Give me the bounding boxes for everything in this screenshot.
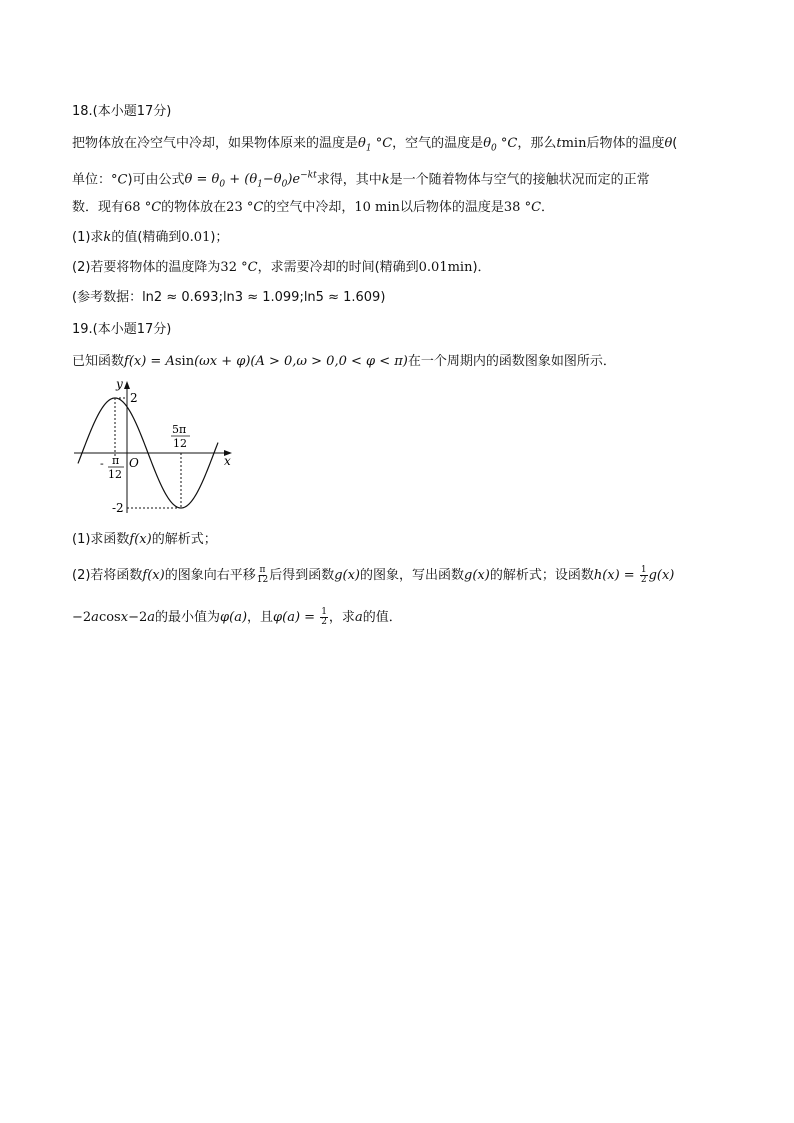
q19-part-1: (1)求函数f(x)的解析式； xyxy=(72,532,217,547)
q19-header: 19.(本小题17分) xyxy=(72,322,172,337)
q19-part-2-line-1: (2)若将函数f(x)的图象向右平移 $\frac{\pi}{12}$ 后得到函数g(x)的图象，写出函数g(x)的解析式；设函数h(x) = $\frac{1}{2}$ g(x) xyxy=(72,565,675,585)
condition-fraction: $\frac{1}{2}$ xyxy=(321,607,327,627)
y-axis-label: y xyxy=(116,378,123,391)
q18-part-1: (1)求k的值(精确到0.01)； xyxy=(72,230,229,245)
y-axis-arrow-icon xyxy=(124,381,130,389)
max-value-label: 2 xyxy=(130,391,138,405)
x-axis-label: x xyxy=(224,454,231,468)
q18-line-1: 把物体放在冷空气中冷却，如果物体原来的温度是$\theta_1$ °C，空气的温度是$\theta_0$ °C，那么tmin后物体的温度θ( xyxy=(72,136,678,154)
min-value-label: -2 xyxy=(112,501,124,515)
q18-header: 18.(本小题17分) xyxy=(72,104,172,119)
pi12-numerator: π xyxy=(112,454,120,467)
shift-fraction: $\frac{\pi}{12}$ xyxy=(256,565,269,585)
q18-line-3: 数．现有68 °C的物体放在23 °C的空气中冷却，10 min以后物体的温度是38 °C． xyxy=(72,200,555,215)
origin-label: O xyxy=(129,456,139,470)
half-fraction: $\frac{1}{2}$ xyxy=(640,565,647,585)
cooling-formula: $\theta = \theta_0 + (\theta_1-\theta_0)e^{-kt}$ xyxy=(184,171,317,190)
q18-line-2: 单位：°C)可由公式$\theta = \theta_0 + (\theta_1-\theta_0)e^{-kt}$求得，其中k是一个随着物体与空气的接触状况而定的正常 xyxy=(72,171,650,190)
q18-part-2: (2)若要将物体的温度降为32 °C，求需要冷却的时间(精确到0.01min)． xyxy=(72,260,491,275)
q19-part-2-line-2: −2acosx−2a的最小值为φ(a)，且φ(a) = $\frac{1}{2}$ ，求a的值． xyxy=(72,607,402,627)
function-definition: f(x) = Asin(ωx + φ)(A > 0,ω > 0,0 < φ < π) xyxy=(124,354,408,369)
q19-line-1: 已知函数f(x) = Asin(ωx + φ)(A > 0,ω > 0,0 < φ < π)在一个周期内的函数图象如图所示． xyxy=(72,354,616,369)
q18-reference-data: (参考数据：ln2 ≈ 0.693;ln3 ≈ 1.099;ln5 ≈ 1.609) xyxy=(72,290,386,305)
pi12-denominator: 12 xyxy=(108,468,122,481)
neg-sign: - xyxy=(100,457,104,470)
5pi12-numerator: 5π xyxy=(172,423,187,436)
5pi12-denominator: 12 xyxy=(173,437,187,450)
sine-graph xyxy=(72,378,242,518)
